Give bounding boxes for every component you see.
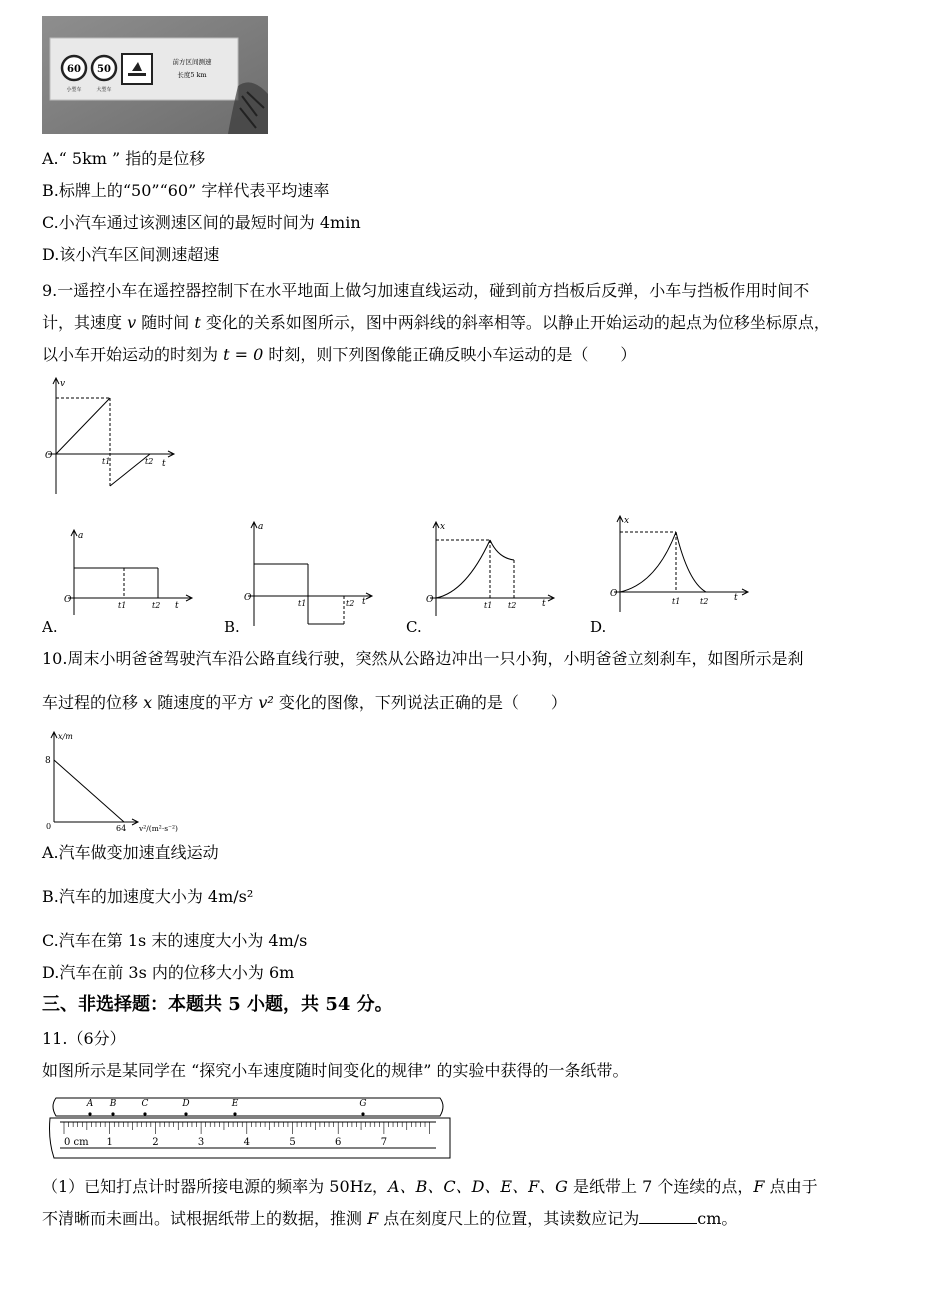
- point-d-label: D: [182, 1099, 190, 1109]
- q11-part1-line1: （1）已知打点计时器所接电源的频率为 50Hz，A、B、C、D、E、F、G 是纸带上 7 个连续的点，F 点由于: [42, 1177, 818, 1196]
- point-g: [361, 1112, 364, 1115]
- opt-c-ylabel: x: [440, 522, 446, 532]
- opt-b-origin: O: [244, 593, 252, 603]
- q9-line-1: 9.一遥控小车在遥控器控制下在水平地面上做匀加速直线运动，碰到前方挡板后反弹，小车与挡板作用时间不: [42, 281, 810, 300]
- ruler-number: 6: [335, 1137, 342, 1148]
- point-b-label: B: [109, 1099, 117, 1109]
- ruler-number: 7: [380, 1137, 388, 1148]
- opt-a-ylabel: a: [78, 531, 84, 541]
- opt-b-t2: t2: [346, 599, 355, 608]
- q11-number: 11.（6分）: [42, 1029, 126, 1048]
- q11-intro: 如图所示是某同学在 “探究小车速度随时间变化的规律” 的实验中获得的一条纸带。: [42, 1061, 629, 1080]
- ruler-number: 4: [243, 1137, 250, 1148]
- point-d: [184, 1112, 187, 1115]
- point-e-label: E: [231, 1099, 239, 1109]
- sign-text-1: 前方区间测速: [172, 58, 212, 66]
- q9-line-2: 计，其速度 v 随时间 t 变化的关系如图所示，图中两斜线的斜率相等。以静止开始运动的起点为位移坐标原点，: [42, 313, 830, 332]
- opt-b-t1: t1: [298, 599, 307, 608]
- q9-line-3: 以小车开始运动的时刻为 t = 0 时刻，则下列图像能正确反映小车运动的是（ ）: [42, 345, 637, 364]
- point-b: [111, 1112, 114, 1115]
- opt-c-label: C.: [406, 618, 422, 636]
- q10-x-v2-graph: [42, 728, 202, 836]
- opt-a-t2: t2: [152, 601, 161, 610]
- q10-ylabel: x/m: [58, 732, 73, 741]
- q10-option-d: D.汽车在前 3s 内的位移大小为 6m: [42, 963, 295, 982]
- q10-option-b: B.汽车的加速度大小为 4m/s²: [42, 887, 254, 906]
- point-a: [88, 1112, 91, 1115]
- opt-d-origin: O: [610, 589, 618, 599]
- q8-option-a: A.“ 5km ” 指的是位移: [42, 149, 206, 168]
- q9-vt-graph: [42, 376, 182, 498]
- q9-option-a-graph: [42, 520, 202, 636]
- opt-c-xlabel: t: [542, 599, 546, 609]
- vt-origin: O: [45, 451, 53, 461]
- point-g-label: G: [359, 1099, 367, 1109]
- point-a-label: A: [86, 1099, 94, 1109]
- q11-part1-line2: 不清晰而未画出。试根据纸带上的数据，推测 F 点在刻度尺上的位置，其读数应记为 cm。: [42, 1209, 738, 1228]
- sign-label-small: 小型车: [66, 87, 82, 93]
- q9-option-c-graph: [404, 516, 564, 636]
- vt-t1: t1: [102, 457, 111, 466]
- q8-option-c: C.小汽车通过该测速区间的最短时间为 4min: [42, 213, 361, 232]
- q10-origin: 0: [46, 822, 52, 831]
- q10-line-2: 车过程的位移 x 随速度的平方 v² 变化的图像，下列说法正确的是（ ）: [42, 693, 567, 712]
- sign-60: 60: [67, 64, 81, 75]
- opt-d-t2: t2: [700, 597, 709, 606]
- section-3-heading: 三、非选择题：本题共 5 小题，共 54 分。: [42, 994, 393, 1015]
- vt-xlabel: t: [162, 459, 166, 469]
- ruler-number: 5: [289, 1137, 296, 1148]
- opt-a-origin: O: [64, 595, 72, 605]
- sign-50: 50: [97, 64, 111, 75]
- q10-option-a: A.汽车做变加速直线运动: [42, 843, 219, 862]
- opt-a-xlabel: t: [175, 601, 179, 611]
- opt-a-label: A.: [42, 618, 58, 636]
- q8-option-b: B.标牌上的“50”“60” 字样代表平均速率: [42, 181, 330, 200]
- point-e: [233, 1112, 236, 1115]
- q10-xlabel: v²/(m²·s⁻²): [139, 824, 178, 833]
- q10-line-1: 10.周末小明爸爸驾驶汽车沿公路直线行驶，突然从公路边冲出一只小狗，小明爸爸立刻刹车，如图所示是刹: [42, 649, 804, 668]
- vt-t2: t2: [145, 457, 154, 466]
- q9-option-b-graph: [222, 516, 382, 636]
- ruler-number: 1: [106, 1137, 113, 1148]
- opt-b-label: B.: [224, 618, 240, 636]
- ruler-number: 3: [197, 1137, 205, 1148]
- opt-b-ylabel: a: [258, 522, 264, 532]
- q10-ytick: 8: [45, 756, 51, 766]
- q10-xtick: 64: [116, 824, 127, 833]
- opt-d-xlabel: t: [734, 593, 738, 603]
- q8-option-d: D.该小汽车区间测速超速: [42, 245, 220, 264]
- opt-d-label: D.: [590, 618, 607, 636]
- opt-b-xlabel: t: [362, 597, 366, 607]
- answer-blank[interactable]: [639, 1209, 697, 1224]
- speed-sign-photo: [42, 16, 268, 134]
- q9-option-d-graph: [588, 512, 758, 636]
- opt-c-t1: t1: [484, 601, 493, 610]
- sign-text-2: 长度5 km: [177, 71, 207, 79]
- ruler-number: 2: [152, 1137, 159, 1148]
- sign-label-large: 大型车: [96, 87, 112, 93]
- opt-c-origin: O: [426, 595, 434, 605]
- point-c-label: C: [141, 1099, 149, 1109]
- opt-c-t2: t2: [508, 601, 517, 610]
- opt-d-t1: t1: [672, 597, 681, 606]
- opt-a-t1: t1: [118, 601, 127, 610]
- ruler-number: 0 cm: [64, 1137, 89, 1148]
- vt-ylabel: v: [60, 379, 66, 389]
- q10-option-c: C.汽车在第 1s 末的速度大小为 4m/s: [42, 931, 308, 950]
- q11-tape-ruler: [46, 1092, 456, 1164]
- point-c: [143, 1112, 146, 1115]
- opt-d-ylabel: x: [624, 516, 630, 526]
